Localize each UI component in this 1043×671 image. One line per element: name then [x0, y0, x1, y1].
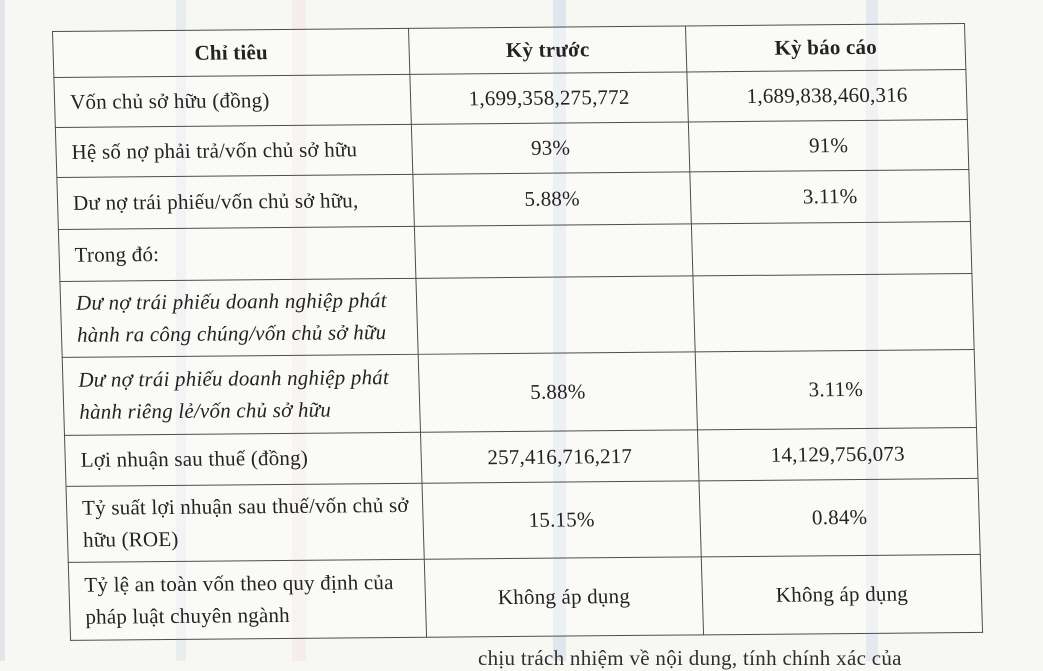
- prev-period-value: 15.15%: [422, 481, 701, 559]
- report-period-value: 91%: [688, 120, 968, 172]
- report-period-value: [691, 221, 972, 275]
- report-period-value: 3.11%: [695, 349, 976, 429]
- table-row: [55, 120, 968, 178]
- row-label: Dư nợ trái phiếu/vốn chủ sở hữu,: [57, 174, 415, 229]
- row-label: Vốn chủ sở hữu (đồng): [54, 74, 411, 127]
- table-row: [65, 427, 978, 486]
- row-label: Dư nợ trái phiếu doanh nghiệp phát hành riêng lẻ/vốn chủ sở hữu: [62, 354, 420, 435]
- header-reporting-period: Kỳ báo cáo: [685, 24, 965, 72]
- table-row: [66, 478, 980, 562]
- table-row: [58, 221, 972, 281]
- header-previous-period: Kỳ trước: [409, 26, 687, 74]
- table-row: [68, 554, 982, 640]
- row-label: Tỷ lệ an toàn vốn theo quy định của pháp luật chuyên ngành: [68, 559, 426, 640]
- table-row: [60, 273, 974, 357]
- report-period-value: 3.11%: [690, 170, 971, 224]
- row-label: Trong đó:: [58, 226, 416, 281]
- report-period-value: Không áp dụng: [701, 554, 982, 634]
- table-header-row: [53, 24, 966, 78]
- table-row: [54, 70, 967, 128]
- prev-period-value: 5.88%: [418, 352, 697, 432]
- prev-period-value: 1,699,358,275,772: [410, 72, 688, 124]
- prev-period-value: [414, 224, 693, 278]
- prev-period-value: 5.88%: [413, 172, 692, 226]
- prev-period-value: [416, 276, 695, 354]
- table-row: [62, 349, 976, 435]
- report-period-value: 0.84%: [699, 478, 980, 556]
- prev-period-value: 257,416,716,217: [420, 430, 699, 483]
- table-row: [57, 170, 971, 230]
- prev-period-value: 93%: [411, 122, 689, 174]
- row-label: Hệ số nợ phải trả/vốn chủ sở hữu: [55, 124, 412, 177]
- report-period-value: [693, 273, 974, 351]
- indicators-table: [52, 23, 983, 641]
- header-criteria: Chỉ tiêu: [53, 28, 410, 77]
- report-period-value: 1,689,838,460,316: [687, 70, 967, 122]
- prev-period-value: Không áp dụng: [424, 557, 703, 637]
- report-period-value: 14,129,756,073: [697, 427, 978, 480]
- financial-indicators-table: [52, 23, 983, 641]
- row-label: Dư nợ trái phiếu doanh nghiệp phát hành ra công chúng/vốn chủ sở hữu: [60, 278, 418, 357]
- row-label: Tỷ suất lợi nhuận sau thuế/vốn chủ sở hữu (ROE): [66, 483, 424, 562]
- cut-off-footnote-text: chịu trách nhiệm về nội dung, tính chính xác của: [478, 646, 902, 670]
- row-label: Lợi nhuận sau thuế (đồng): [65, 432, 422, 486]
